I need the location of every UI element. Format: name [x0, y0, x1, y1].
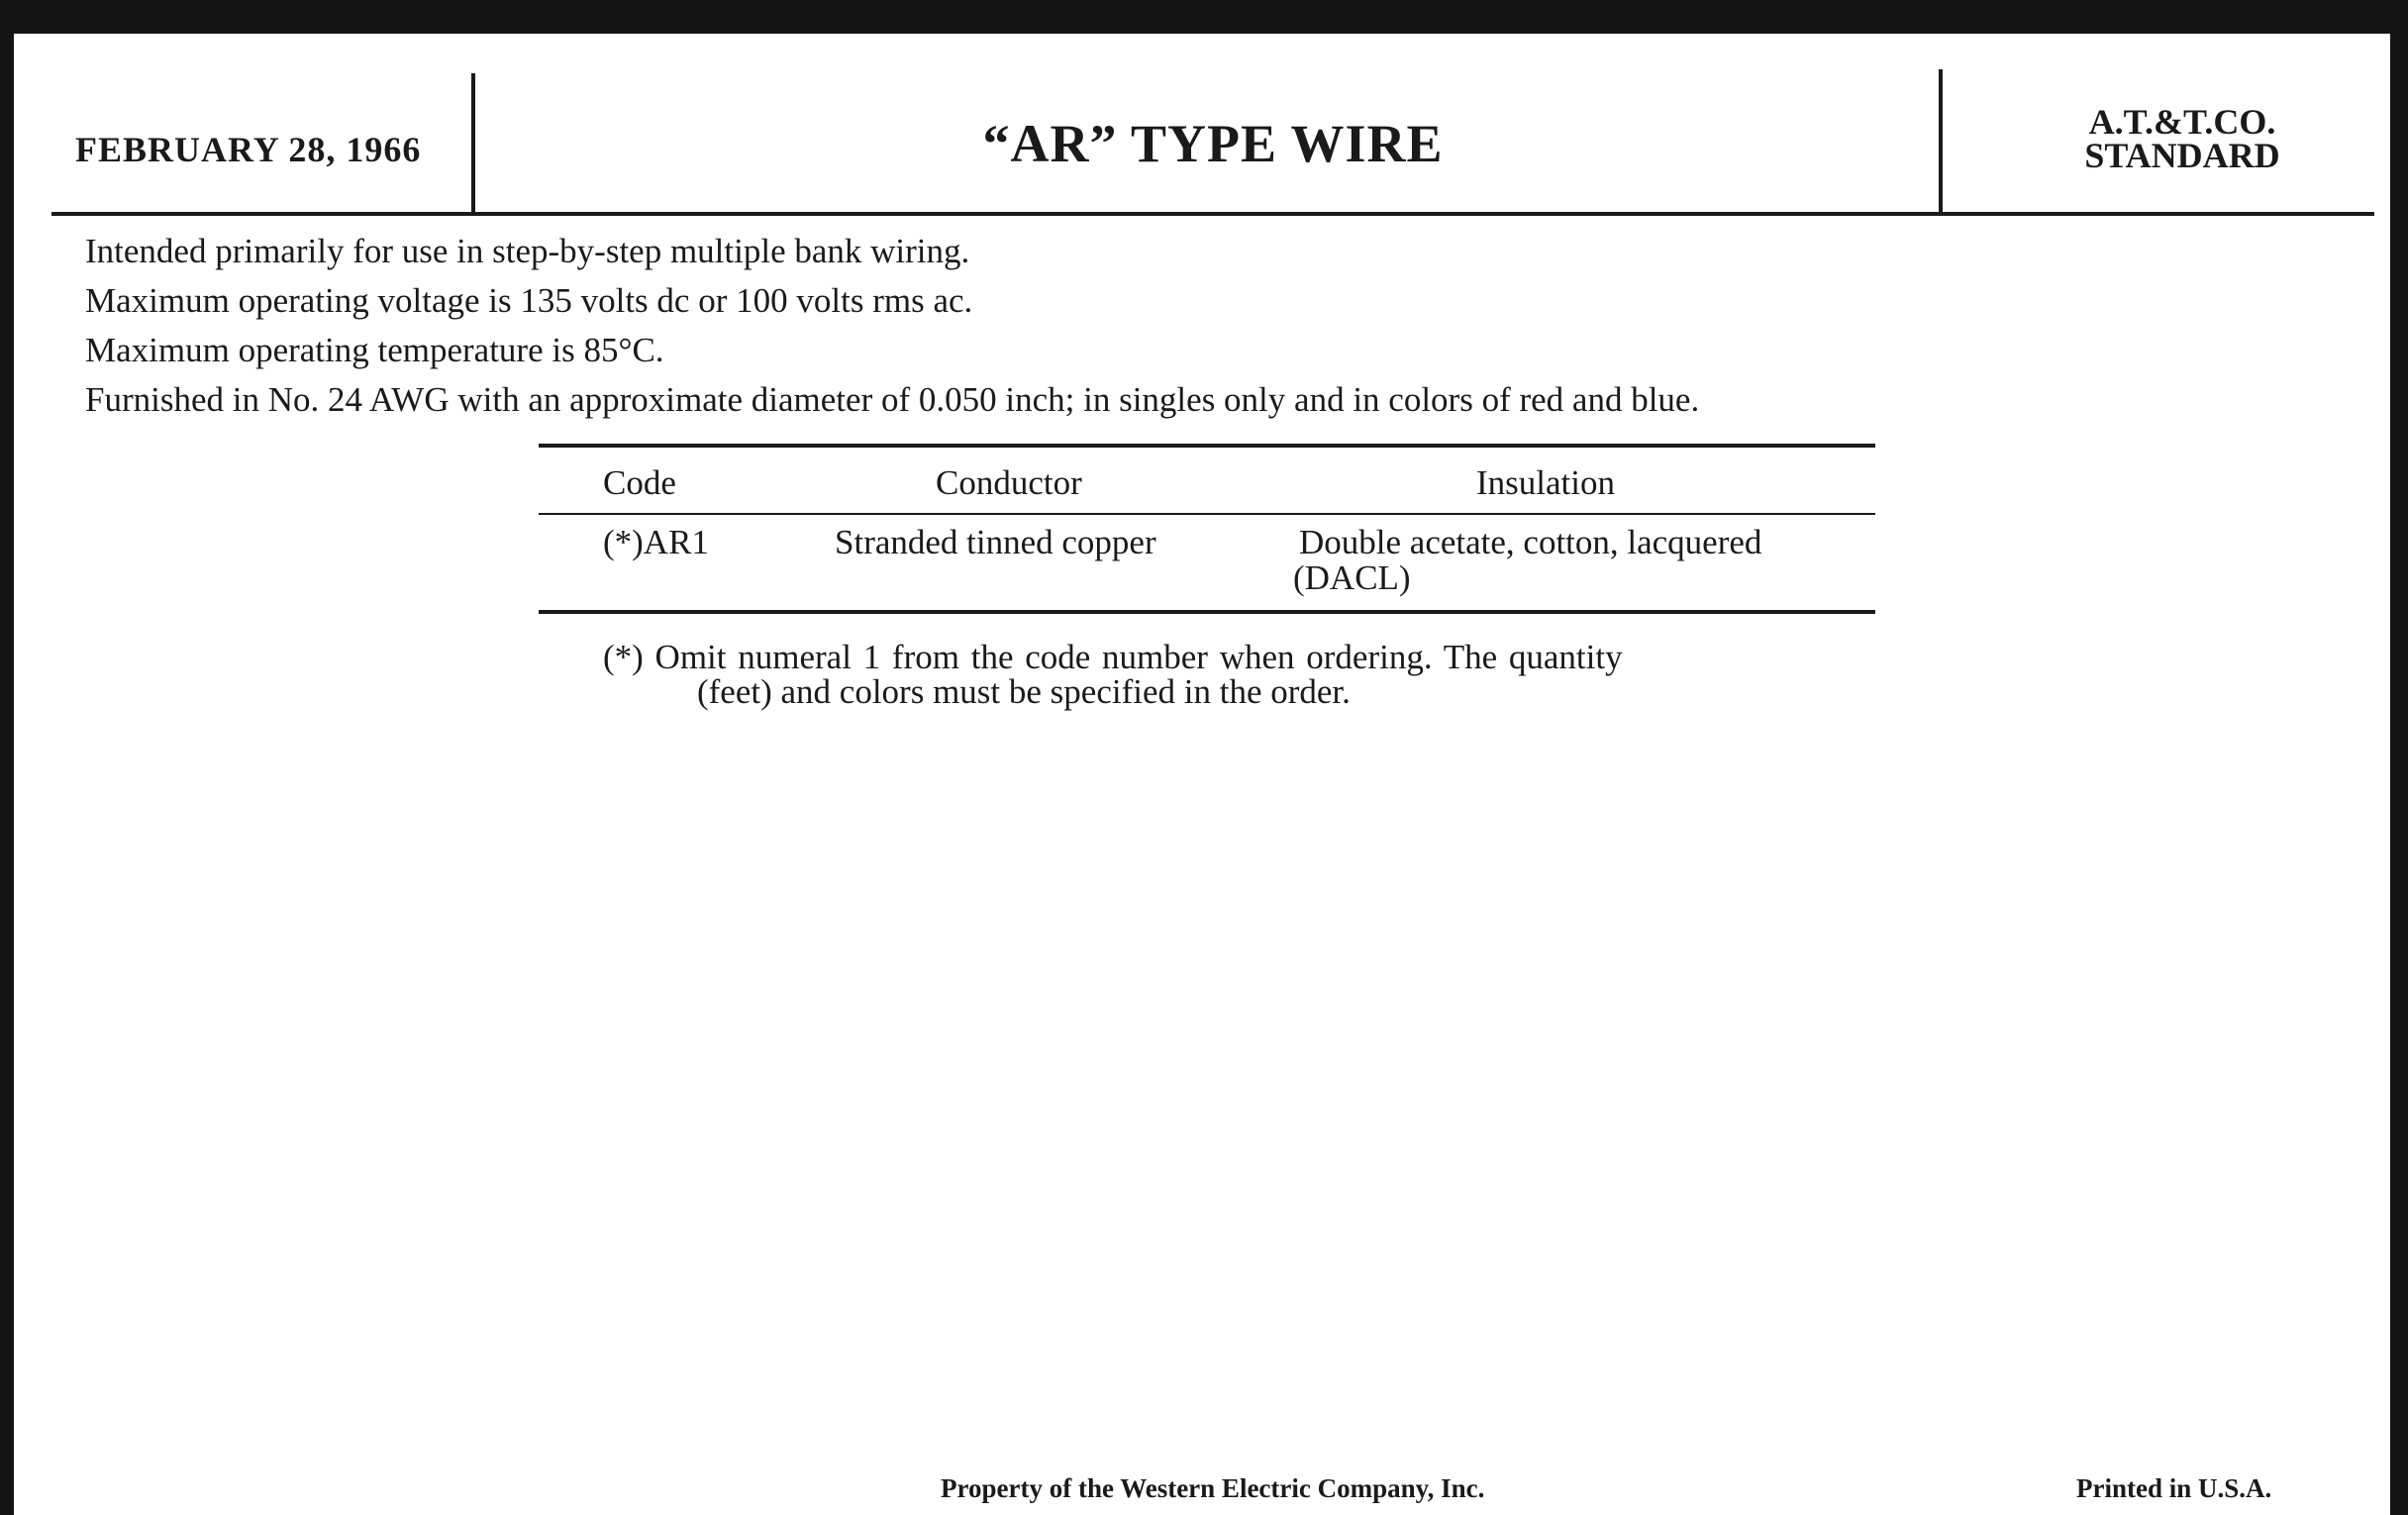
table-header-code: Code: [603, 463, 676, 502]
footnote-line2: (feet) and colors must be specified in the order.: [697, 672, 1351, 711]
document-title: “AR” TYPE WIRE: [982, 114, 1444, 173]
standard-label: [1984, 102, 2380, 175]
footer-property: Property of the Western Electric Company, Inc.: [941, 1473, 1485, 1503]
table-cell-insulation-line2: (DACL): [1293, 558, 1411, 597]
footnote-line1: (*) Omit numeral 1 from the code number when ordering. The quantity: [603, 638, 1623, 676]
standard-label-line1: A.T.&T.CO.: [2088, 102, 2276, 142]
table-header-insulation: Insulation: [1476, 463, 1615, 502]
standard-label-line2: STANDARD: [2084, 136, 2280, 175]
paragraph-voltage: Maximum operating voltage is 135 volts dc or 100 volts rms ac.: [85, 281, 973, 320]
paragraph-temperature: Maximum operating temperature is 85°C.: [85, 331, 664, 369]
table-top-rule: [539, 444, 1875, 448]
footer-printed: Printed in U.S.A.: [2076, 1473, 2272, 1503]
header-rule: [51, 212, 2374, 216]
header-divider-right: [1939, 69, 1943, 212]
table-cell-code: (*)AR1: [603, 523, 709, 561]
table-header-conductor: Conductor: [936, 463, 1082, 502]
table-cell-insulation-line1: Double acetate, cotton, lacquered: [1299, 523, 1762, 561]
document-date: FEBRUARY 28, 1966: [75, 130, 422, 169]
table-header-rule: [539, 513, 1875, 515]
document-page: [14, 34, 2390, 1515]
paragraph-furnished: Furnished in No. 24 AWG with an approximate diameter of 0.050 inch; in singles only and in colors of red and blue.: [85, 380, 1700, 419]
paragraph-usage: Intended primarily for use in step-by-step multiple bank wiring.: [85, 232, 970, 270]
table-bottom-rule: [539, 610, 1875, 614]
table-cell-conductor: Stranded tinned copper: [835, 523, 1156, 561]
